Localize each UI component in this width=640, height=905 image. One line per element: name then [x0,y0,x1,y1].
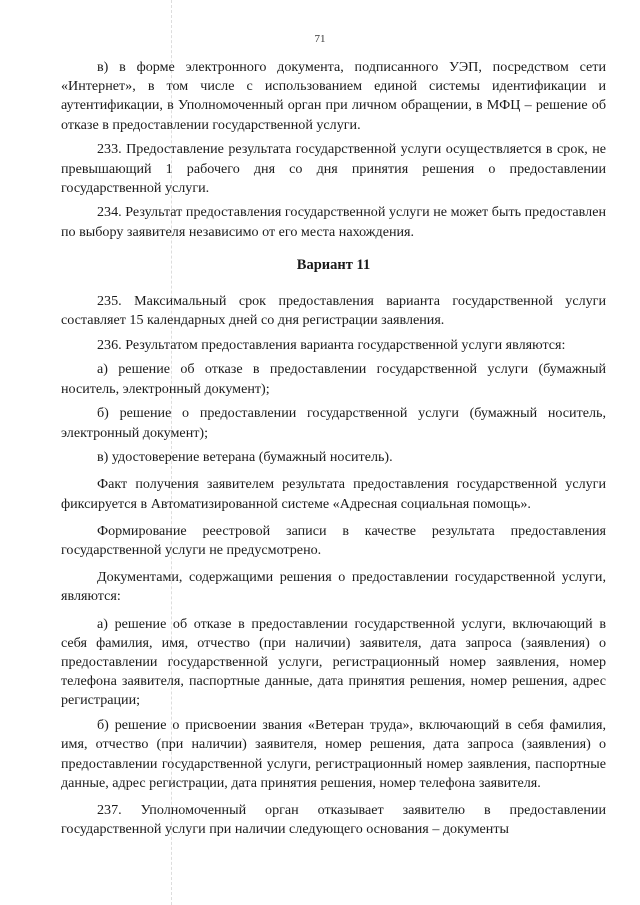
paragraph-235: 235. Максимальный срок предоставления варианта государственной услуги составляет 15 календарных дней со дня регистрации заявления. [61,292,606,329]
paragraph-documents: Документами, содержащими решения о предоставлении государственной услуги, являются: [61,569,606,605]
paragraph-232v: в) в форме электронного документа, подписанного УЭП, посредством сети «Интернет», в том числе с использованием единой системы идентификации и аутентификации, в Уполномоченный орган при личном обращении, в МФЦ – решение об отказе в предоставлении государственной услуги. [61,59,606,133]
paragraph-doc-b: б) решение о присвоении звания «Ветеран труда», включающий в себя фамилия, имя, отчество (при наличии) заявителя, номер решения, дата запроса (заявления) о предоставлении государственной услуги, регистрационный номер заявления, паспортные данные, адрес регистрации, дата принятия решения, номер телефона заявителя. [61,717,606,791]
paragraph-234: 234. Результат предоставления государственной услуги не может быть предоставлен по выбору заявителя независимо от его места нахождения. [61,204,606,240]
paragraph-registry: Формирование реестровой записи в качестве результата предоставления государственной услуги не предусмотрено. [61,522,606,559]
heading-variant-11: Вариант 11 [296,256,371,273]
paragraph-fact: Факт получения заявителем результата предоставления государственной услуги фиксируется в Автоматизированной системе «Адресная социальная помощь». [61,476,606,512]
paragraph-236a: а) решение об отказе в предоставлении государственной услуги (бумажный носитель, электронный документ); [61,361,606,397]
document-body [61,58,606,845]
paragraph-doc-a: а) решение об отказе в предоставлении государственной услуги, включающий в себя фамилия, имя, отчество (при наличии) заявителя, дата запроса (заявления) о предоставлении государственной услуги, регистрационный номер заявления, номер телефона заявителя, паспортные данные, дата принятия решения, номер решения, адрес регистрации; [61,615,606,709]
paragraph-236v: в) удостоверение ветерана (бумажный носитель). [97,449,393,466]
paragraph-236: 236. Результатом предоставления варианта государственной услуги являются: [97,336,566,353]
paragraph-236b: б) решение о предоставлении государственной услуги (бумажный носитель, электронный документ); [61,405,606,441]
paragraph-233: 233. Предоставление результата государственной услуги осуществляется в срок, не превышающий 1 рабочего дня со дня принятия решения о предоставлении государственной услуги. [61,141,606,196]
paragraph-237: 237. Уполномоченный орган отказывает заявителю в предоставлении государственной услуги при наличии следующего основания – документы [61,802,606,838]
page-number: 71 [314,33,326,45]
